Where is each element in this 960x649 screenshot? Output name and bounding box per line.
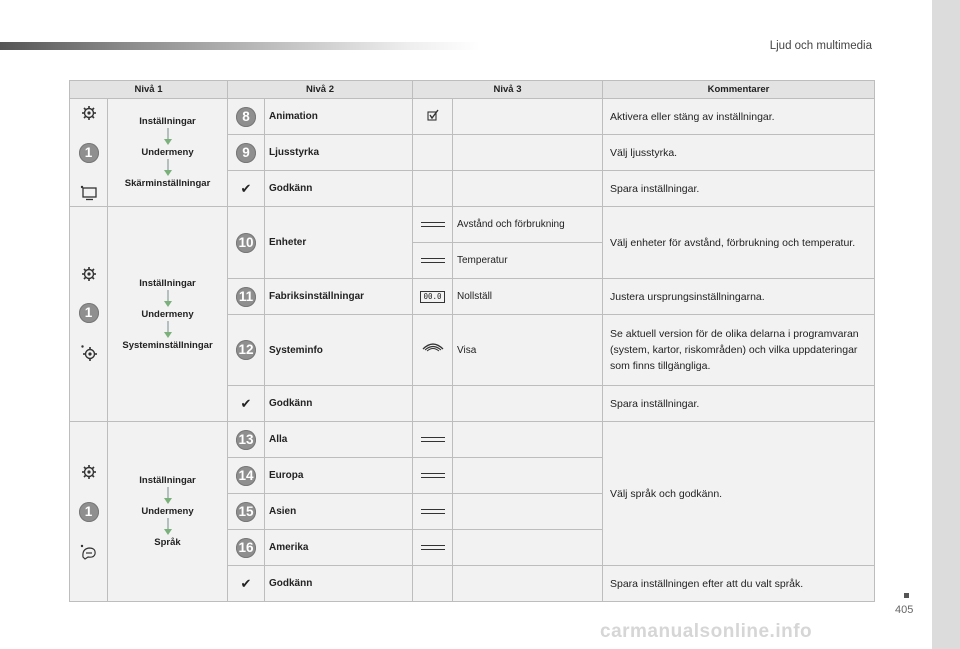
eye-icon: [422, 342, 444, 356]
step-badge: 9: [236, 143, 256, 163]
level3-icon-cell: [413, 207, 453, 243]
arrow-down-icon: [163, 518, 173, 536]
level2-name: Alla: [265, 422, 413, 458]
level3-icon-cell: [413, 135, 453, 171]
level3-text: [453, 530, 603, 566]
level1-badge: 1: [79, 143, 99, 163]
level1-badge: 1: [79, 502, 99, 522]
level3-icon-cell: [413, 458, 453, 494]
level2-name: Godkänn: [265, 171, 413, 207]
menu-level-target: Språk: [154, 537, 181, 548]
level3-text: Avstånd och förbrukning: [453, 207, 603, 243]
page-number: 405: [895, 604, 914, 616]
arrow-down-icon: [163, 487, 173, 505]
badge-cell: [228, 135, 265, 171]
col-header-level1: Nivå 1: [70, 81, 228, 99]
level3-text: Nollställ: [453, 279, 603, 315]
level3-text: [453, 458, 603, 494]
step-badge: 8: [236, 107, 256, 127]
menu-path-cell: [108, 207, 228, 422]
display-icon: [80, 185, 98, 201]
badge-cell: [228, 171, 265, 207]
dash-icon: [421, 222, 445, 227]
header-gradient-bar: [0, 42, 480, 50]
table-row: [70, 207, 875, 243]
badge-cell: [228, 279, 265, 315]
level3-text: [453, 135, 603, 171]
arrow-down-icon: [163, 128, 173, 146]
level2-name: Animation: [265, 99, 413, 135]
step-badge: 15: [236, 502, 256, 522]
system-gear-icon: [80, 344, 98, 362]
badge-cell: [228, 99, 265, 135]
page-marker: [904, 593, 909, 598]
dash-icon: [421, 509, 445, 514]
level1-cell: [70, 422, 108, 602]
level3-icon-cell: [413, 99, 453, 135]
level3-text: [453, 422, 603, 458]
level3-text: [453, 566, 603, 602]
badge-cell: [228, 530, 265, 566]
dash-icon: [421, 258, 445, 263]
comment: Välj enheter för avstånd, förbrukning och temperatur.: [603, 207, 875, 279]
col-header-comments: Kommentarer: [603, 81, 875, 99]
level3-text: [453, 386, 603, 422]
comment: Justera ursprungsinställningarna.: [603, 279, 875, 315]
menu-level-submenu: Undermeny: [141, 506, 194, 517]
menu-level-settings: Inställningar: [139, 277, 196, 289]
arrow-down-icon: [163, 159, 173, 177]
level3-icon-cell: [413, 243, 453, 279]
level3-text: Visa: [453, 315, 603, 386]
badge-cell: [228, 566, 265, 602]
comment: Välj ljusstyrka.: [603, 135, 875, 171]
level3-icon-cell: [413, 279, 453, 315]
menu-level-target: Skärminställningar: [124, 178, 211, 189]
comment: Spara inställningar.: [603, 171, 875, 207]
level3-text: Temperatur: [453, 243, 603, 279]
step-badge: 11: [236, 287, 256, 307]
arrow-down-icon: [163, 321, 173, 339]
level2-name: Europa: [265, 458, 413, 494]
checkbox-icon: [427, 109, 439, 121]
level2-name: Godkänn: [265, 566, 413, 602]
gear-icon: [81, 464, 97, 480]
settings-table: [69, 80, 875, 602]
level2-name: Amerika: [265, 530, 413, 566]
language-icon: [80, 544, 98, 560]
badge-cell: [228, 422, 265, 458]
level3-icon-cell: [413, 494, 453, 530]
level2-name: Fabriksinställningar: [265, 279, 413, 315]
level1-cell: [70, 99, 108, 207]
menu-path-cell: [108, 422, 228, 602]
dash-icon: [421, 437, 445, 442]
step-badge: 16: [236, 538, 256, 558]
level3-text: [453, 171, 603, 207]
menu-level-settings: Inställningar: [139, 116, 196, 127]
check-icon: ✔: [240, 180, 252, 196]
level2-name: Enheter: [265, 207, 413, 279]
comment: Se aktuell version för de olika delarna i programvaran (system, kartor, riskområden) och vilka uppdateringar som finns tillgängliga.: [603, 315, 875, 386]
level3-icon-cell: [413, 530, 453, 566]
watermark: carmanualsonline.info: [600, 621, 813, 642]
level3-text: [453, 494, 603, 530]
col-header-level2: Nivå 2: [228, 81, 413, 99]
table-row: [70, 99, 875, 135]
counter-icon: 00.0: [420, 291, 444, 303]
level3-text: [453, 99, 603, 135]
step-badge: 10: [236, 233, 256, 253]
step-badge: 13: [236, 430, 256, 450]
check-icon: ✔: [240, 575, 252, 591]
menu-level-target: Systeminställningar: [122, 339, 213, 351]
arrow-down-icon: [163, 290, 173, 308]
level2-name: Systeminfo: [265, 315, 413, 386]
level2-name: Godkänn: [265, 386, 413, 422]
level2-name: Ljusstyrka: [265, 135, 413, 171]
menu-level-submenu: Undermeny: [141, 147, 194, 158]
step-badge: 12: [236, 340, 256, 360]
level3-icon-cell: [413, 386, 453, 422]
comment: Välj språk och godkänn.: [603, 422, 875, 566]
level2-name: Asien: [265, 494, 413, 530]
dash-icon: [421, 545, 445, 550]
badge-cell: [228, 315, 265, 386]
page-edge-band: [932, 0, 960, 649]
badge-cell: [228, 386, 265, 422]
comment: Spara inställningar.: [603, 386, 875, 422]
badge-cell: [228, 458, 265, 494]
level3-icon-cell: [413, 566, 453, 602]
level1-badge: 1: [79, 303, 99, 323]
menu-level-submenu: Undermeny: [141, 308, 194, 320]
level3-icon-cell: [413, 422, 453, 458]
level1-cell: [70, 207, 108, 422]
menu-path-cell: [108, 99, 228, 207]
level3-icon-cell: [413, 315, 453, 386]
gear-icon: [81, 105, 97, 121]
step-badge: 14: [236, 466, 256, 486]
badge-cell: [228, 207, 265, 279]
section-title: Ljud och multimedia: [769, 40, 872, 52]
menu-level-settings: Inställningar: [139, 475, 196, 486]
gear-icon: [81, 266, 97, 282]
col-header-level3: Nivå 3: [413, 81, 603, 99]
level3-icon-cell: [413, 171, 453, 207]
table-row: [70, 422, 875, 458]
table-header-row: [70, 81, 875, 99]
comment: Aktivera eller stäng av inställningar.: [603, 99, 875, 135]
badge-cell: [228, 494, 265, 530]
comment: Spara inställningen efter att du valt språk.: [603, 566, 875, 602]
check-icon: ✔: [240, 395, 252, 411]
dash-icon: [421, 473, 445, 478]
